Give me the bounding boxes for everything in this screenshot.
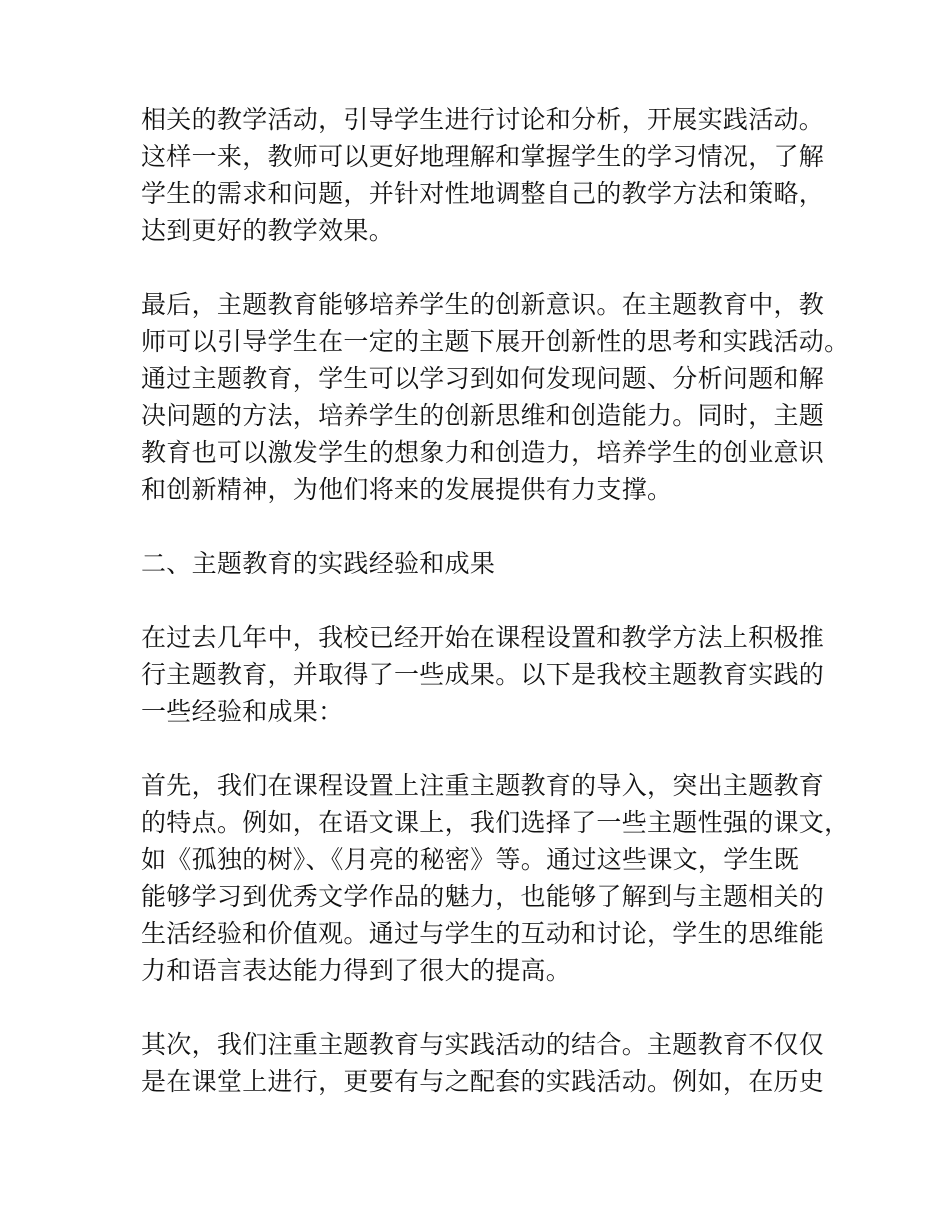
text-line: 是在课堂上进行，更要有与之配套的实践活动。例如，在历史	[141, 1067, 825, 1096]
paragraph-practice	[141, 1026, 841, 1100]
text-line: 通过主题教育，学生可以学习到如何发现问题、分析问题和解	[141, 364, 825, 393]
text-line: 决问题的方法，培养学生的创新思维和创造能力。同时，主题	[141, 401, 825, 430]
text-line: 首先，我们在课程设置上注重主题教育的导入，突出主题教育	[141, 771, 825, 800]
text-line: 师可以引导学生在一定的主题下展开创新性的思考和实践活动。	[141, 327, 850, 356]
text-line: 教育也可以激发学生的想象力和创造力，培养学生的创业意识	[141, 438, 825, 467]
text-line: 的特点。例如，在语文课上，我们选择了一些主题性强的课文，	[141, 808, 850, 837]
text-line: 如《孤独的树》、《月亮的秘密》等。通过这些课文，学生既	[141, 845, 800, 874]
paragraph-past-years	[141, 619, 841, 730]
text-line: 这样一来，教师可以更好地理解和掌握学生的学习情况，了解	[141, 142, 825, 171]
heading-line: 二、主题教育的实践经验和成果	[141, 549, 496, 578]
text-line: 最后，主题教育能够培养学生的创新意识。在主题教育中，教	[141, 290, 825, 319]
text-line: 达到更好的教学效果。	[141, 216, 395, 245]
text-line: 和创新精神，为他们将来的发展提供有力支撑。	[141, 475, 673, 504]
text-line: 能够学习到优秀文学作品的魅力，也能够了解到与主题相关的	[141, 882, 825, 911]
text-line: 行主题教育，并取得了一些成果。以下是我校主题教育实践的	[141, 660, 825, 689]
paragraph-innovation	[141, 286, 850, 508]
text-line: 相关的教学活动，引导学生进行讨论和分析，开展实践活动。	[141, 105, 825, 134]
paragraph-curriculum	[141, 767, 850, 989]
text-line: 在过去几年中，我校已经开始在课程设置和教学方法上积极推	[141, 623, 825, 652]
document-body	[141, 101, 850, 1137]
text-line: 学生的需求和问题，并针对性地调整自己的教学方法和策略，	[141, 179, 825, 208]
text-line: 生活经验和价值观。通过与学生的互动和讨论，学生的思维能	[141, 919, 825, 948]
paragraph-teaching-activities	[141, 101, 841, 249]
text-line: 一些经验和成果：	[141, 697, 344, 726]
text-line: 其次，我们注重主题教育与实践活动的结合。主题教育不仅仅	[141, 1030, 825, 1059]
section-heading	[141, 545, 841, 582]
text-line: 力和语言表达能力得到了很大的提高。	[141, 956, 572, 985]
